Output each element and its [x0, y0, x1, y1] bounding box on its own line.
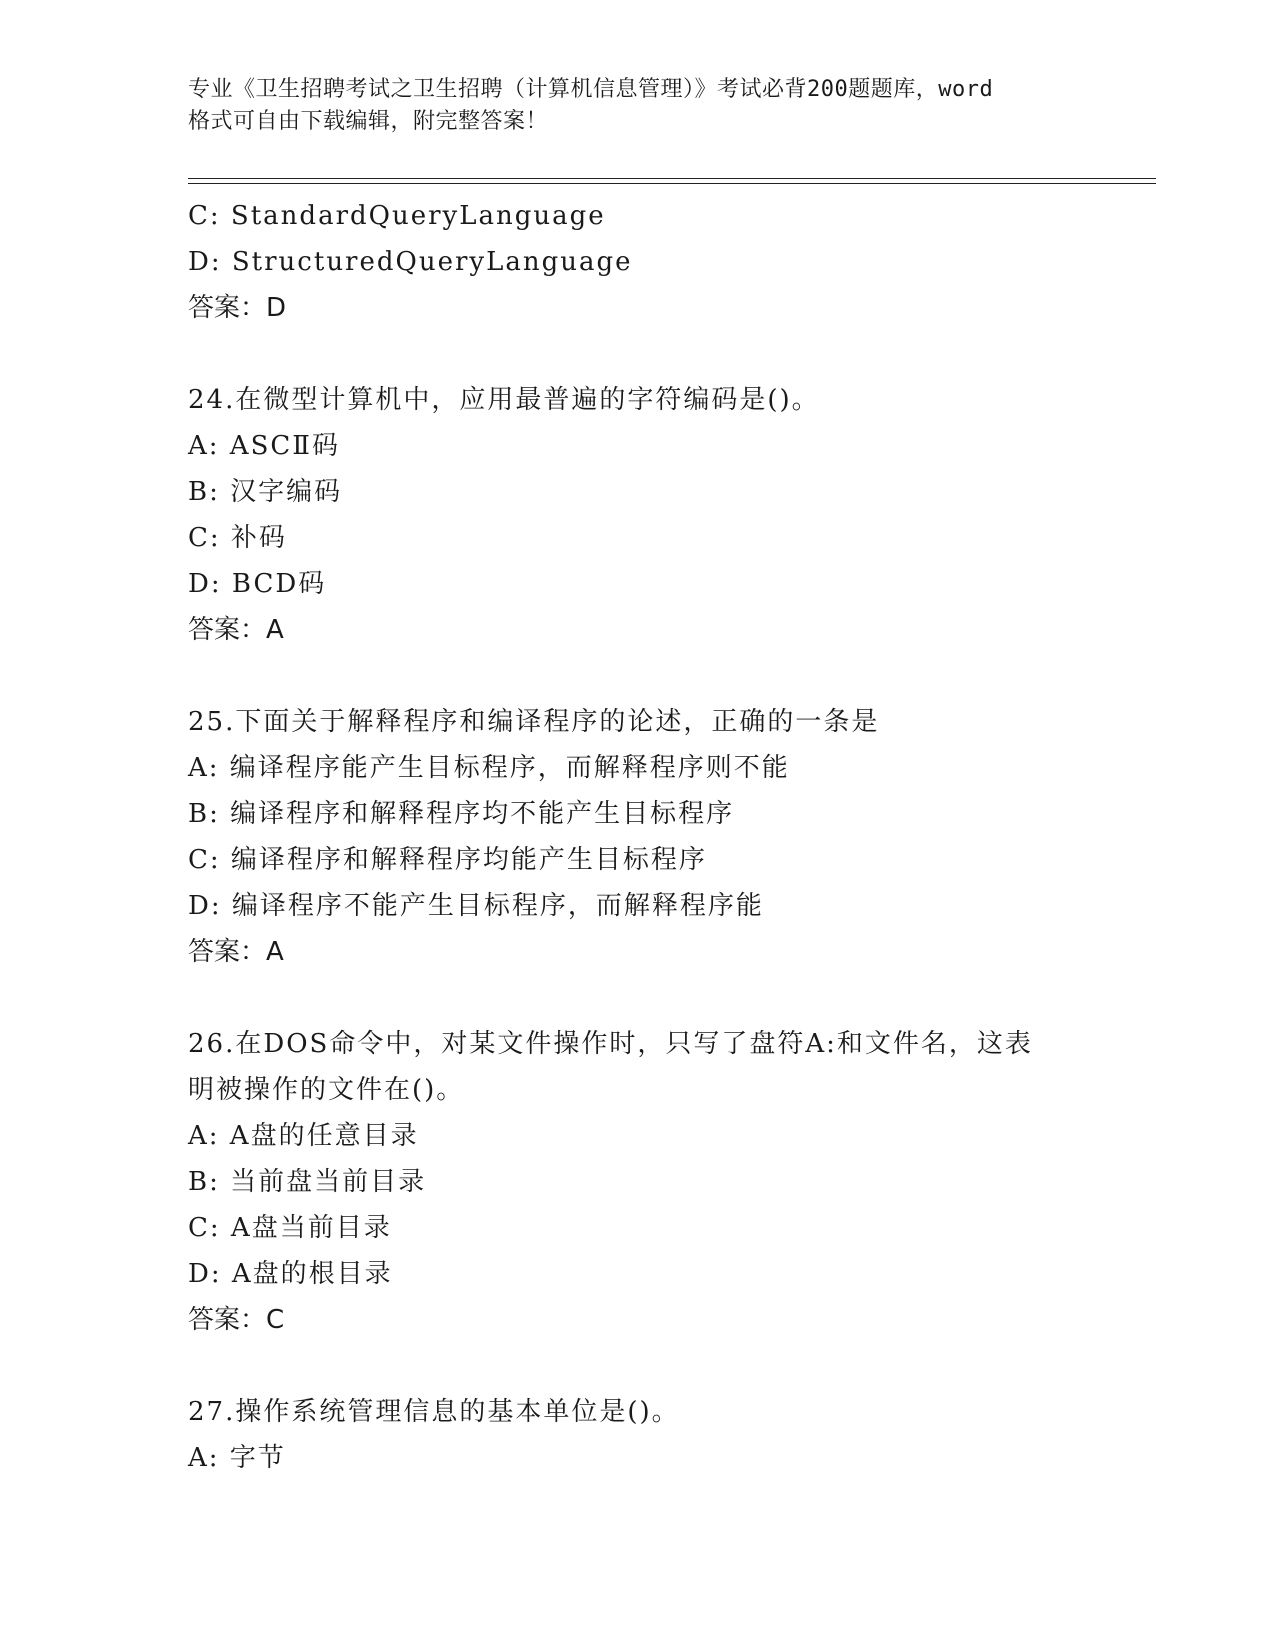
header-title-line-1: 专业《卫生招聘考试之卫生招聘（计算机信息管理）》考试必背200题题库，word	[188, 77, 994, 102]
option-a: A: ASCⅡ码	[188, 431, 340, 461]
answer-line: 答案：A	[188, 937, 284, 967]
option-c: C: 补码	[188, 523, 287, 553]
option-d: D: A盘的根目录	[188, 1259, 393, 1289]
option-b: B: 编译程序和解释程序均不能产生目标程序	[188, 799, 735, 829]
option-d: D: StructuredQueryLanguage	[188, 247, 633, 277]
question-23-tail	[188, 193, 1148, 331]
question-stem-line-1: 26.在DOS命令中，对某文件操作时，只写了盘符A:和文件名，这表	[188, 1029, 1033, 1059]
option-c: C: 编译程序和解释程序均能产生目标程序	[188, 845, 707, 875]
option-c: C: StandardQueryLanguage	[188, 201, 606, 231]
question-27	[188, 1389, 1148, 1481]
question-stem: 24.在微型计算机中，应用最普遍的字符编码是()。	[188, 385, 820, 415]
header-divider-top	[188, 178, 1156, 179]
header-title-line-2: 格式可自由下载编辑，附完整答案！	[188, 109, 549, 134]
spacer	[188, 975, 1148, 1021]
header-divider-bottom	[188, 183, 1156, 184]
question-24	[188, 377, 1148, 653]
option-d: D: 编译程序不能产生目标程序，而解释程序能	[188, 891, 764, 921]
option-b: B: 当前盘当前目录	[188, 1167, 427, 1197]
option-a: A: 编译程序能产生目标程序，而解释程序则不能	[188, 753, 790, 783]
question-26	[188, 1021, 1148, 1343]
question-25	[188, 699, 1148, 975]
question-stem-line-2: 明被操作的文件在()。	[188, 1075, 465, 1105]
spacer	[188, 1343, 1148, 1389]
question-stem: 27.操作系统管理信息的基本单位是()。	[188, 1397, 680, 1427]
spacer	[188, 653, 1148, 699]
option-a: A: A盘的任意目录	[188, 1121, 419, 1151]
option-c: C: A盘当前目录	[188, 1213, 392, 1243]
question-list	[188, 193, 1148, 1481]
option-b: B: 汉字编码	[188, 477, 343, 507]
option-d: D: BCD码	[188, 569, 327, 599]
answer-line: 答案：A	[188, 615, 284, 645]
option-a: A: 字节	[188, 1443, 286, 1473]
spacer	[188, 331, 1148, 377]
document-header	[188, 74, 1088, 138]
answer-line: 答案：D	[188, 293, 287, 323]
answer-line: 答案：C	[188, 1305, 285, 1335]
question-stem: 25.下面关于解释程序和编译程序的论述，正确的一条是	[188, 707, 880, 737]
